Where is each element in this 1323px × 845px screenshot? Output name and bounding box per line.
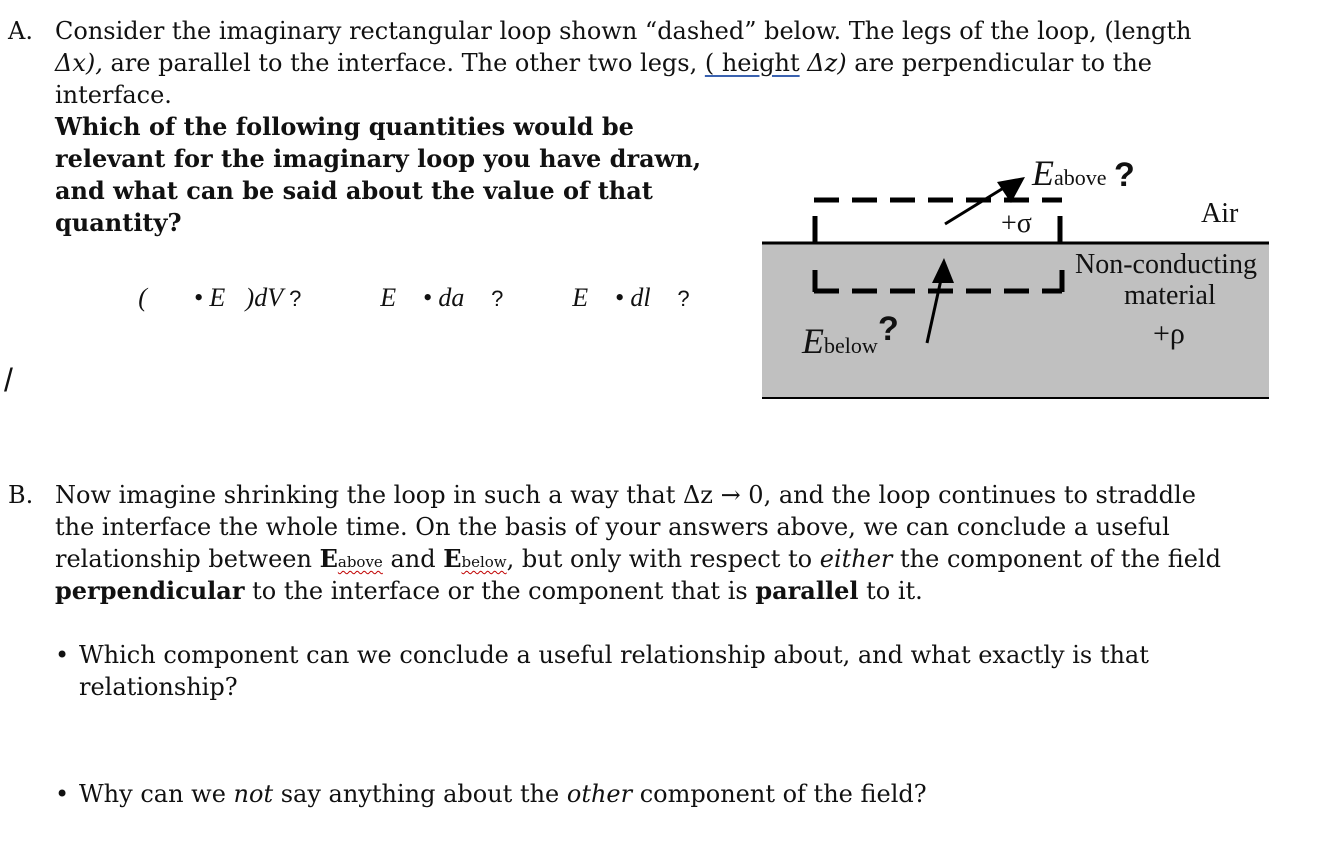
question-bold-3: and what can be said about the value of that — [55, 176, 653, 205]
volume-charge-label: +ρ — [1153, 317, 1185, 350]
e-above-label — [1032, 152, 1107, 194]
surface-charge-label: +σ — [1001, 208, 1032, 239]
bullet-1-dot: • — [55, 641, 70, 669]
height-underlined: ( height — [704, 49, 800, 77]
part-b-line-3-start: relationship between — [55, 545, 320, 573]
bullet-1-line-1: Which component can we conclude a useful relationship about, and what exactly is that — [79, 641, 1149, 669]
part-b-line-4 — [55, 575, 923, 607]
part-b-line-3 — [55, 543, 1221, 578]
part-b-line-4-end: to it. — [858, 577, 923, 605]
volume-integral-question: ? — [289, 286, 302, 311]
air-label: Air — [1201, 198, 1239, 229]
delta-z: Δz) — [799, 49, 847, 77]
surface-integral-question: ? — [491, 286, 504, 311]
e-below-subscript: below — [824, 333, 878, 358]
bullet-2-mid: say anything about the — [273, 780, 567, 808]
question-bold-4: quantity? — [55, 208, 182, 237]
bullet-2-end: component of the field? — [632, 780, 927, 808]
delta-x: Δx), — [55, 49, 103, 77]
and-text: and — [382, 545, 444, 573]
bullet-1-line-2: relationship? — [79, 673, 238, 701]
part-a-marker: A. — [8, 17, 33, 45]
e-below-question: ? — [878, 310, 899, 348]
line-integral-question: ? — [677, 286, 690, 311]
material-label-line-1: Non-conducting — [1075, 249, 1257, 280]
question-bold-2: relevant for the imaginary loop you have drawn, — [55, 144, 702, 173]
not-italic: not — [233, 780, 274, 808]
e-above-question: ? — [1114, 156, 1135, 194]
question-bold-1: Which of the following quantities would be — [55, 112, 634, 141]
e-below-symbol: E — [802, 321, 824, 361]
e-above-bold: E — [319, 544, 338, 573]
e-below-bold: E — [443, 544, 462, 573]
surface-integral-expression: ∮E⃗ • da⃗ — [360, 283, 485, 312]
line-integral-expression: ∮E⃗ • dl⃗ — [552, 283, 671, 312]
part-a-line-2-end: are perpendicular to the — [846, 49, 1152, 77]
bullet-2-dot: • — [55, 780, 70, 808]
bullet-2-line — [79, 778, 927, 810]
bullet-2-start: Why can we — [79, 780, 234, 808]
e-above-symbol: E — [1032, 153, 1054, 193]
perpendicular-bold: perpendicular — [55, 576, 245, 605]
part-a-line-3: interface. — [55, 81, 172, 109]
material-label-line-2: material — [1124, 280, 1216, 311]
part-b-marker: B. — [8, 481, 34, 509]
part-b-line-2: the interface the whole time. On the basis of your answers above, we can conclude a useful — [55, 513, 1170, 541]
either-italic: either — [819, 545, 893, 573]
e-below-sub-text: below — [461, 553, 507, 571]
part-b-line-3-end: the component of the field — [892, 545, 1221, 573]
other-italic: other — [566, 780, 633, 808]
e-above-sub-text: above — [337, 553, 383, 571]
e-below-label — [802, 320, 878, 362]
part-b-line-3-mid: , but only with respect to — [506, 545, 820, 573]
part-a-line-2-text: are parallel to the interface. The other two legs, — [102, 49, 705, 77]
part-b-line-1: Now imagine shrinking the loop in such a way that Δz → 0, and the loop continues to straddle — [55, 481, 1196, 509]
parallel-bold: parallel — [755, 576, 859, 605]
e-above-subscript: above — [1054, 165, 1107, 190]
volume-integral-expression: ∮(∇⃗ • E⃗)dV — [118, 283, 283, 312]
part-b-line-4-mid: to the interface or the component that is — [244, 577, 756, 605]
part-a-line-1: Consider the imaginary rectangular loop shown “dashed” below. The legs of the loop, (length — [55, 17, 1192, 45]
stray-mark: / — [4, 362, 13, 398]
